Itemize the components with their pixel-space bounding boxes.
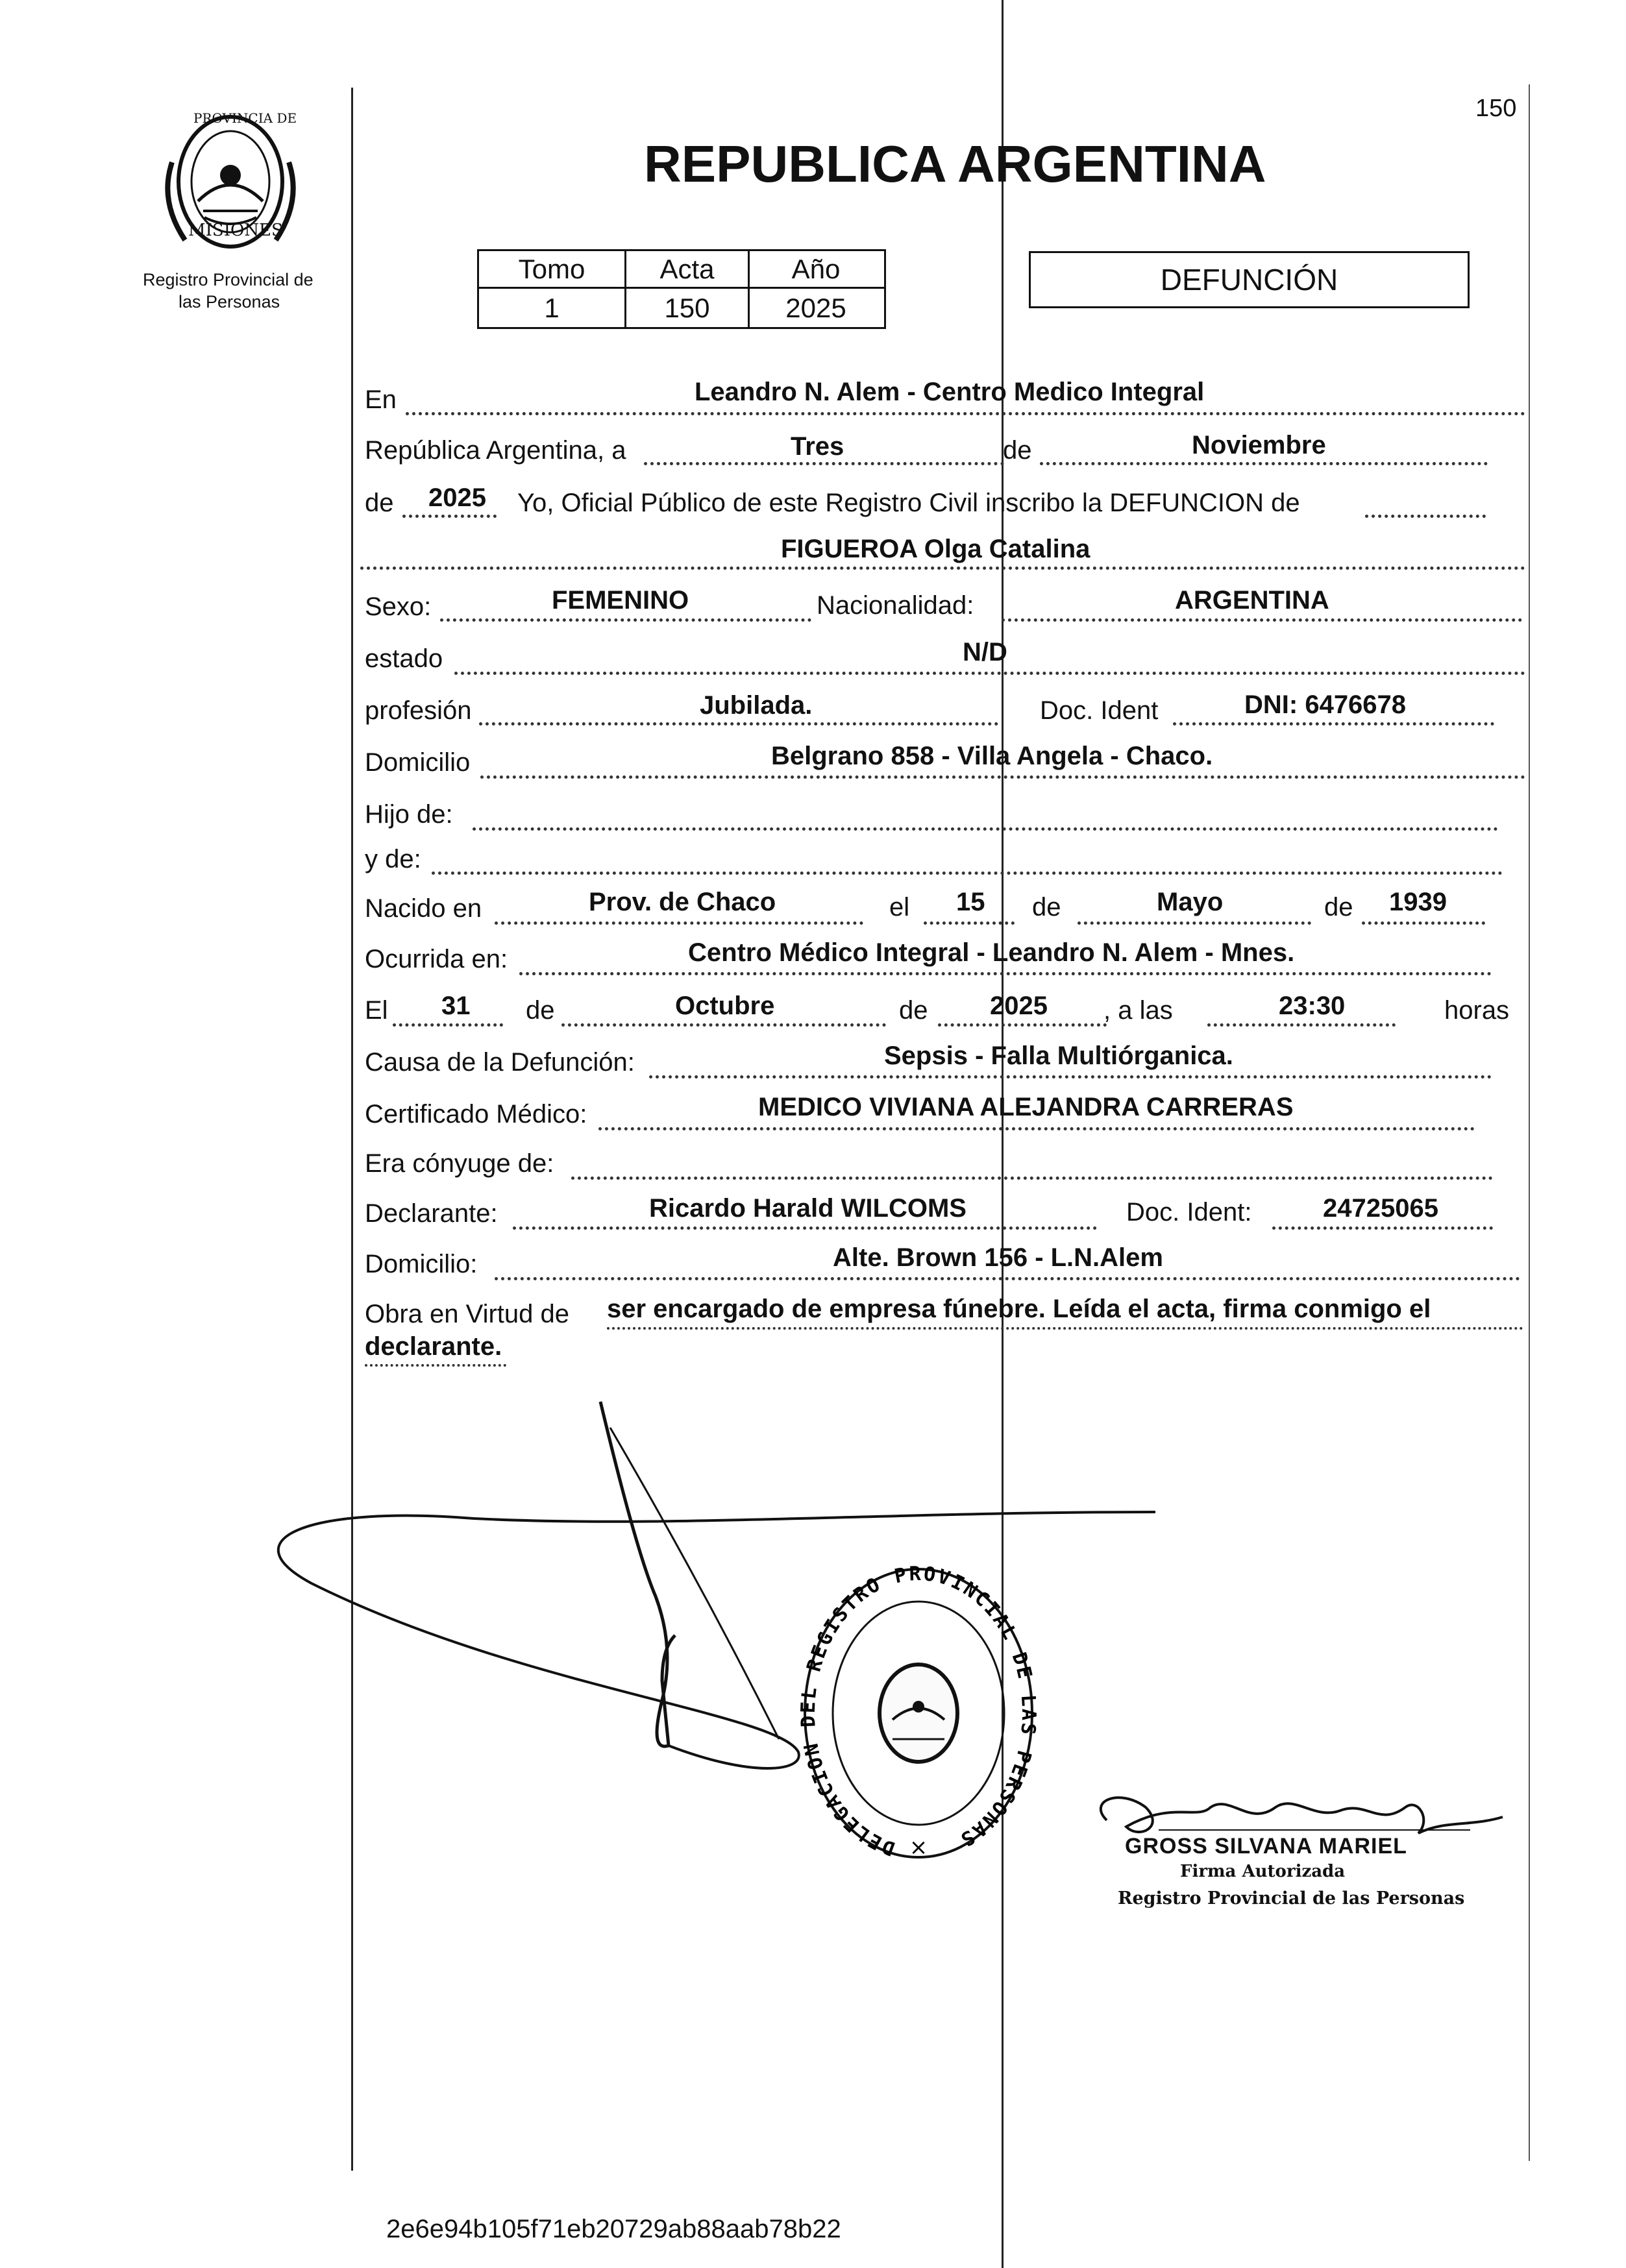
dotline-yo-end: [1365, 515, 1486, 518]
label-de-month: de: [1003, 436, 1032, 465]
dotline-death-time: [1207, 1023, 1396, 1027]
field-birth-year: 1939: [1389, 888, 1447, 916]
table-header-ano: Año: [791, 254, 841, 284]
registry-name-line2: las Personas: [179, 292, 280, 311]
label-de-death-month: de: [526, 996, 555, 1025]
dotline-doc-ident: [1173, 722, 1494, 726]
field-deceased-name: FIGUEROA Olga Catalina: [781, 535, 1090, 563]
right-margin-line: [1529, 84, 1530, 2161]
field-birth-day: 15: [956, 888, 985, 916]
field-cause: Sepsis - Falla Multiórganica.: [884, 1042, 1233, 1070]
signatory-name: GROSS SILVANA MARIEL: [1125, 1834, 1407, 1859]
page-number: 150: [1475, 95, 1517, 122]
label-nacido-en: Nacido en: [365, 894, 482, 923]
field-death-year: 2025: [990, 992, 1048, 1020]
field-birth-month: Mayo: [1157, 888, 1224, 916]
dotline-father: [473, 827, 1498, 831]
field-birth-place: Prov. de Chaco: [589, 888, 776, 916]
act-type: DEFUNCIÓN: [1160, 263, 1338, 297]
dotline-cause: [649, 1075, 1492, 1079]
dotline-nationality: [1002, 618, 1522, 622]
registry-name-line1: Registro Provincial de: [143, 270, 314, 289]
field-month: Noviembre: [1192, 431, 1326, 459]
dotline-place: [406, 412, 1525, 415]
svg-text:DELEGACION DEL REGISTRO PROVIN: DELEGACION DEL REGISTRO PROVINCIAL DE LAS PERSONAS: [796, 1562, 1041, 1860]
dotline-death-day: [393, 1023, 503, 1027]
dotline-profession: [479, 722, 998, 726]
label-el-birth: el: [889, 893, 910, 921]
field-sex: FEMENINO: [552, 586, 689, 615]
label-el-death: El: [365, 996, 388, 1025]
signatory-office: Registro Provincial de las Personas: [1118, 1888, 1465, 1908]
field-profession: Jubilada.: [700, 691, 813, 720]
table-header-tomo: Tomo: [518, 254, 585, 284]
label-profesion: profesión: [365, 696, 472, 725]
field-declarant-doc: 24725065: [1323, 1194, 1438, 1223]
table-header-acta: Acta: [659, 254, 715, 284]
field-occurred-at: Centro Médico Integral - Leandro N. Alem - Mnes.: [688, 938, 1295, 967]
dotline-virtue-1: [607, 1327, 1523, 1330]
document-title: REPUBLICA ARGENTINA: [644, 135, 1266, 193]
emblem-top-text: PROVINCIA DE: [193, 110, 297, 126]
label-estado: estado: [365, 644, 443, 673]
dotline-declarant-domicile: [495, 1277, 1520, 1280]
field-day-word: Tres: [791, 432, 844, 461]
label-de-birth-year: de: [1324, 893, 1353, 921]
dotline-declarant: [513, 1226, 1097, 1230]
fold-line: [1002, 0, 1004, 2268]
table-value-acta: 150: [664, 293, 710, 323]
field-doc-ident: DNI: 6476678: [1244, 690, 1407, 719]
label-conyuge: Era cónyuge de:: [365, 1149, 554, 1178]
left-margin-line: [351, 88, 353, 2171]
field-year: 2025: [428, 483, 486, 512]
svg-text:×: ×: [909, 1835, 928, 1860]
label-declarant-domicilio: Domicilio:: [365, 1250, 478, 1278]
label-a-las: , a las: [1103, 996, 1173, 1025]
label-horas: horas: [1444, 996, 1510, 1025]
label-yo-oficial: Yo, Oficial Público de este Registro Civil inscribo la DEFUNCION de: [517, 489, 1300, 517]
dotline-sex: [440, 618, 811, 622]
label-causa: Causa de la Defunción:: [365, 1048, 635, 1077]
dotline-domicile: [480, 775, 1525, 779]
label-certificado: Certificado Médico:: [365, 1100, 587, 1128]
field-death-time: 23:30: [1279, 992, 1346, 1020]
label-declarante: Declarante:: [365, 1199, 498, 1228]
signatory-role: Firma Autorizada: [1180, 1862, 1346, 1881]
field-nationality: ARGENTINA: [1175, 586, 1329, 615]
dotline-death-month: [561, 1023, 886, 1027]
dotline-birth-day: [924, 921, 1015, 925]
dotline-deceased: [360, 567, 1525, 570]
label-declarant-doc: Doc. Ident:: [1126, 1198, 1252, 1226]
table-value-ano: 2025: [785, 293, 846, 323]
dotline-virtue-2: [365, 1364, 506, 1367]
label-de-year: de: [365, 489, 394, 517]
field-certificate: MEDICO VIVIANA ALEJANDRA CARRERAS: [758, 1093, 1294, 1121]
field-declarant-domicile: Alte. Brown 156 - L.N.Alem: [833, 1243, 1163, 1272]
field-declarant: Ricardo Harald WILCOMS: [649, 1194, 967, 1223]
label-domicilio: Domicilio: [365, 748, 471, 777]
label-republica-a: República Argentina, a: [365, 436, 626, 465]
dotline-day: [644, 462, 1004, 465]
field-death-month: Octubre: [675, 992, 775, 1020]
label-de-death-year: de: [899, 996, 928, 1025]
table-value-tomo: 1: [544, 293, 560, 323]
field-place: Leandro N. Alem - Centro Medico Integral: [695, 378, 1205, 406]
label-de-birth-month: de: [1032, 893, 1061, 921]
label-obra-en-virtud: Obra en Virtud de: [365, 1300, 570, 1328]
label-y-de: y de:: [365, 845, 421, 873]
dotline-civil-status: [454, 672, 1525, 675]
field-virtue-line2: declarante.: [365, 1332, 502, 1361]
dotline-certificate: [598, 1127, 1475, 1130]
label-doc-ident: Doc. Ident: [1040, 696, 1159, 725]
dotline-death-year: [938, 1023, 1107, 1027]
field-domicile: Belgrano 858 - Villa Angela - Chaco.: [771, 742, 1213, 770]
dotline-birth-place: [495, 921, 863, 925]
dotline-occurred: [519, 972, 1492, 975]
label-hijo-de: Hijo de:: [365, 800, 453, 829]
dotline-mother: [432, 872, 1503, 875]
label-en: En: [365, 385, 397, 414]
label-nacionalidad: Nacionalidad:: [817, 591, 974, 620]
field-civil-status: N/D: [963, 638, 1007, 666]
dotline-declarant-doc: [1272, 1226, 1493, 1230]
label-ocurrida-en: Ocurrida en:: [365, 945, 508, 973]
registry-seal: [795, 1557, 1042, 1869]
dotline-year: [402, 515, 497, 518]
dotline-birth-year: [1362, 921, 1485, 925]
label-sexo: Sexo:: [365, 592, 432, 621]
dotline-month: [1040, 462, 1488, 465]
dotline-spouse: [571, 1177, 1493, 1180]
field-virtue-line1: ser encargado de empresa fúnebre. Leída el acta, firma conmigo el: [607, 1295, 1431, 1323]
emblem-bottom-text: MISIONES: [188, 221, 283, 240]
document-hash: 2e6e94b105f71eb20729ab88aab78b22: [386, 2215, 841, 2243]
field-death-day: 31: [441, 992, 471, 1020]
dotline-birth-month: [1078, 921, 1311, 925]
